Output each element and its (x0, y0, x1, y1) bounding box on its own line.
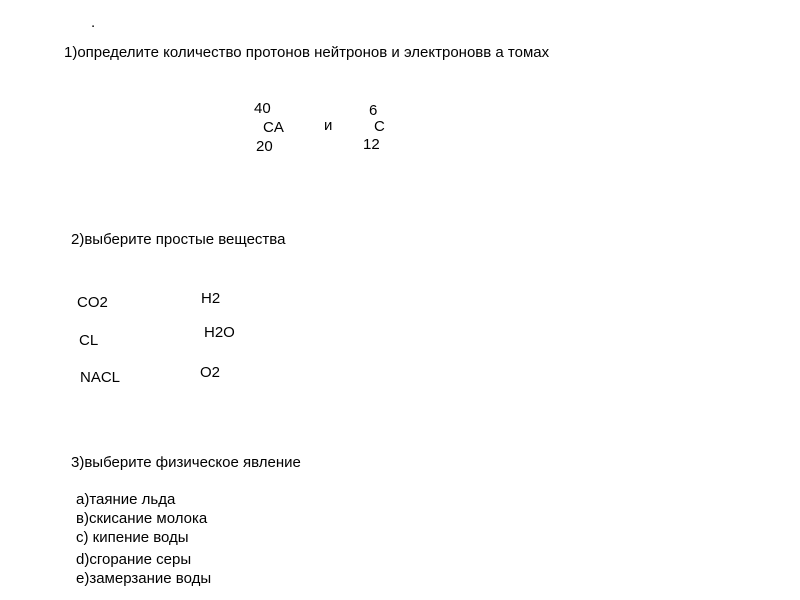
question-2-text: 2)выберите простые вещества (71, 231, 286, 248)
top-mark: . (91, 14, 96, 31)
atom1-atomic-number: 20 (256, 138, 273, 155)
answer-option-d: d)сгорание серы (76, 551, 192, 568)
atom2-symbol: C (374, 118, 385, 135)
substance-item: H2 (201, 290, 221, 307)
conjunction: и (324, 117, 333, 134)
atom2-top-number: 6 (369, 102, 378, 119)
substance-item: H2O (204, 324, 235, 341)
substance-item: NACL (80, 369, 121, 386)
atom1-symbol: CA (263, 119, 284, 136)
atom1-mass-number: 40 (254, 100, 271, 117)
question-3-text: 3)выберите физическое явление (71, 454, 301, 471)
answer-option-b: в)скисание молока (76, 510, 208, 527)
substance-item: CO2 (77, 294, 108, 311)
substance-item: CL (79, 332, 99, 349)
answer-option-c: с) кипение воды (76, 529, 189, 546)
answer-option-a: а)таяние льда (76, 491, 176, 508)
substance-item: O2 (200, 364, 221, 381)
question-1-text: 1)определите количество протонов нейтронов и электроновв а томах (64, 44, 550, 61)
answer-option-e: е)замерзание воды (76, 570, 212, 587)
atom2-bottom-number: 12 (363, 136, 380, 153)
